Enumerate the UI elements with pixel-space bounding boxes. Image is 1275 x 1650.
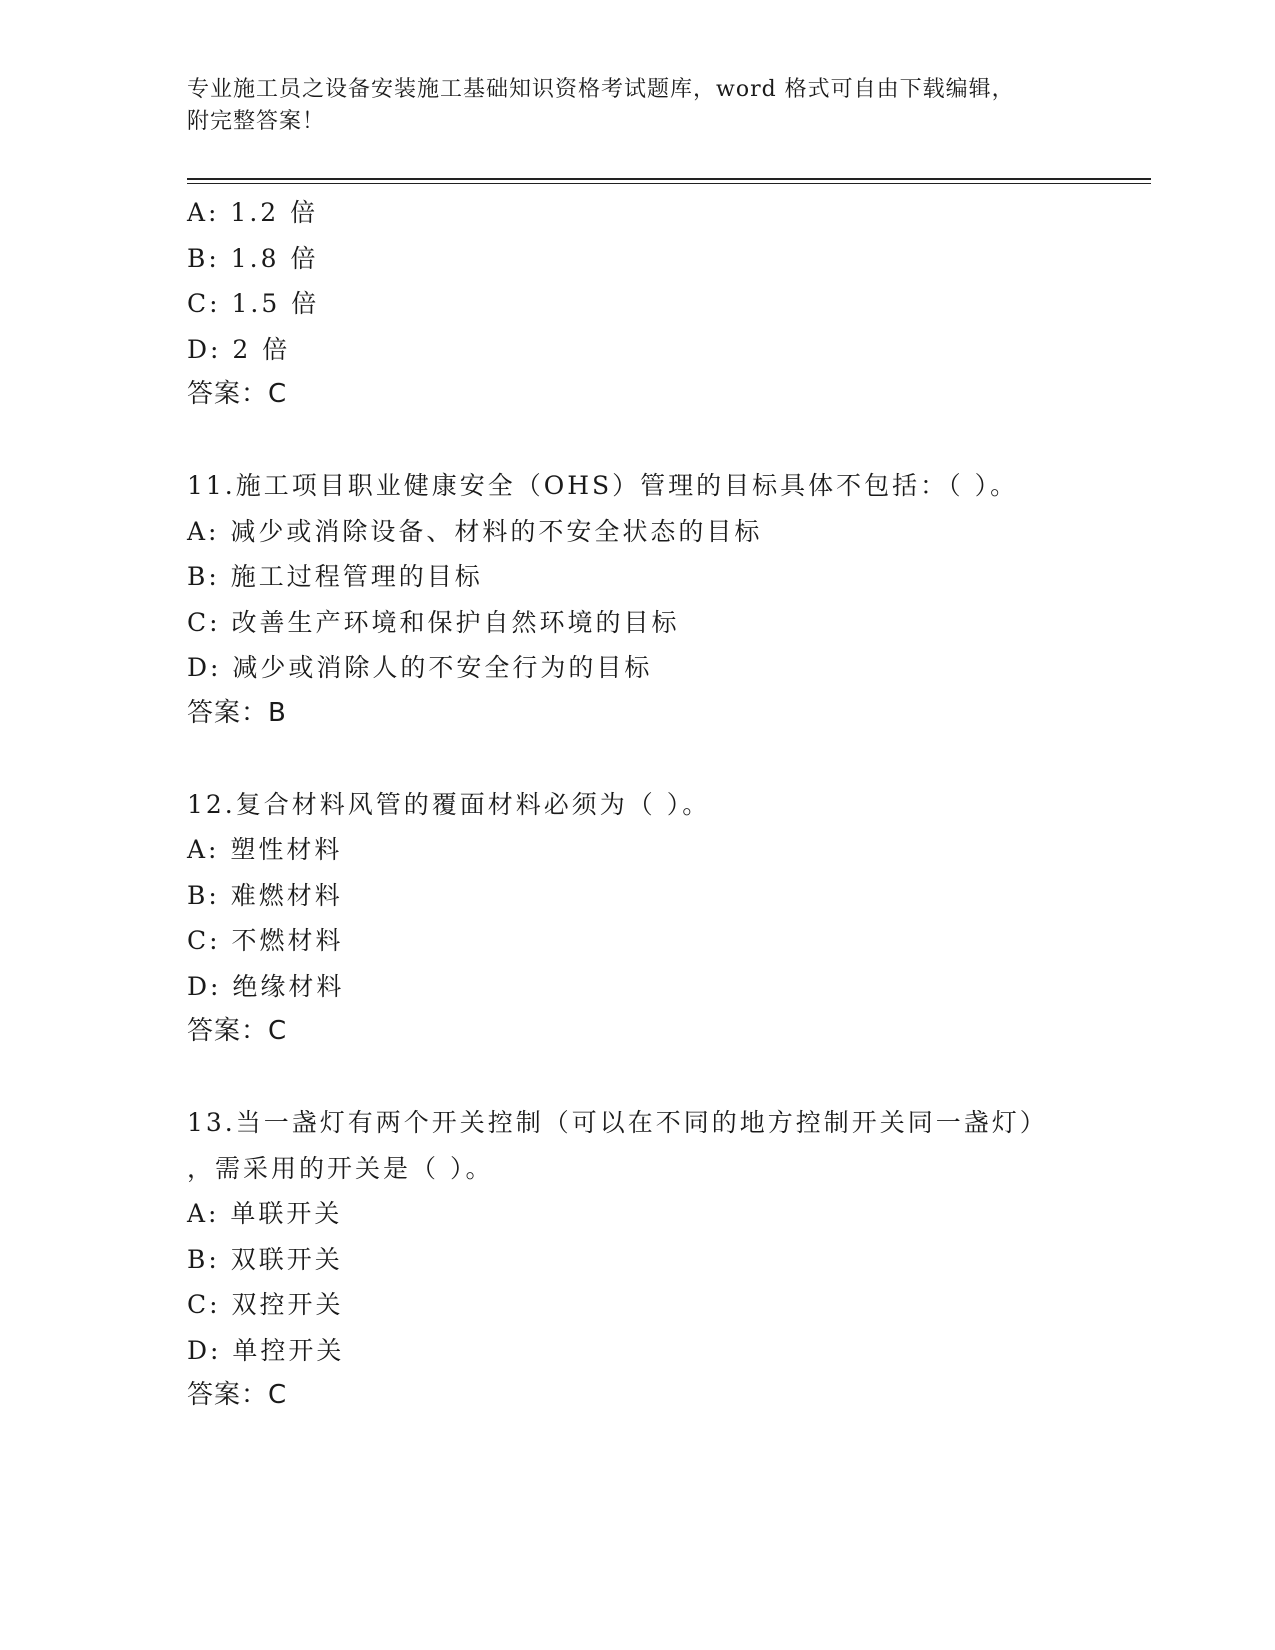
spacer: [187, 736, 1107, 782]
option-c: C: 双控开关: [187, 1290, 344, 1319]
answer-line: 答案：C: [187, 1016, 288, 1046]
option-c: C: 1.5 倍: [187, 289, 320, 318]
option-d: D: 2 倍: [187, 334, 291, 364]
option-b: B: 双联开关: [187, 1244, 343, 1274]
spacer: [187, 418, 1107, 464]
option-b: B: 1.8 倍: [187, 243, 319, 273]
option-a: A: 减少或消除设备、材料的不安全状态的目标: [187, 516, 763, 546]
option-d: D: 绝缘材料: [187, 971, 345, 1001]
document-header: [187, 74, 1087, 138]
question-12: [187, 782, 1107, 1055]
question-stem-continued: ，需采用的开关是（ ）。: [187, 1153, 494, 1183]
answer-line: 答案：B: [187, 697, 287, 728]
option-b: B: 施工过程管理的目标: [187, 562, 483, 591]
option-d: D: 减少或消除人的不安全行为的目标: [187, 653, 653, 682]
header-divider-thin: [187, 183, 1151, 184]
option-b: B: 难燃材料: [187, 880, 343, 910]
option-d: D: 单控开关: [187, 1335, 345, 1365]
option-c: C: 改善生产环境和保护自然环境的目标: [187, 607, 680, 637]
question-list: [187, 190, 1107, 1419]
question-stem: 12.复合材料风管的覆面材料必须为（ ）。: [187, 789, 711, 819]
answer-line: 答案：C: [187, 379, 288, 409]
answer-line: 答案：C: [187, 1380, 288, 1410]
question-11: [187, 463, 1107, 736]
header-line-1: 专业施工员之设备安装施工基础知识资格考试题库，word 格式可自由下载编辑，: [187, 77, 1015, 102]
question-10-continued: [187, 190, 1107, 418]
spacer: [187, 1055, 1107, 1101]
header-line-2: 附完整答案！: [187, 109, 326, 134]
question-stem: 13.当一盏灯有两个开关控制（可以在不同的地方控制开关同一盏灯）: [187, 1108, 1048, 1137]
option-a: A: 1.2 倍: [187, 198, 319, 227]
option-a: A: 塑性材料: [187, 835, 343, 864]
question-13: [187, 1100, 1107, 1419]
option-a: A: 单联开关: [187, 1199, 343, 1228]
header-divider-thick: [187, 178, 1151, 180]
question-stem: 11.施工项目职业健康安全（OHS）管理的目标具体不包括：（ ）。: [187, 471, 1019, 500]
option-c: C: 不燃材料: [187, 926, 344, 955]
